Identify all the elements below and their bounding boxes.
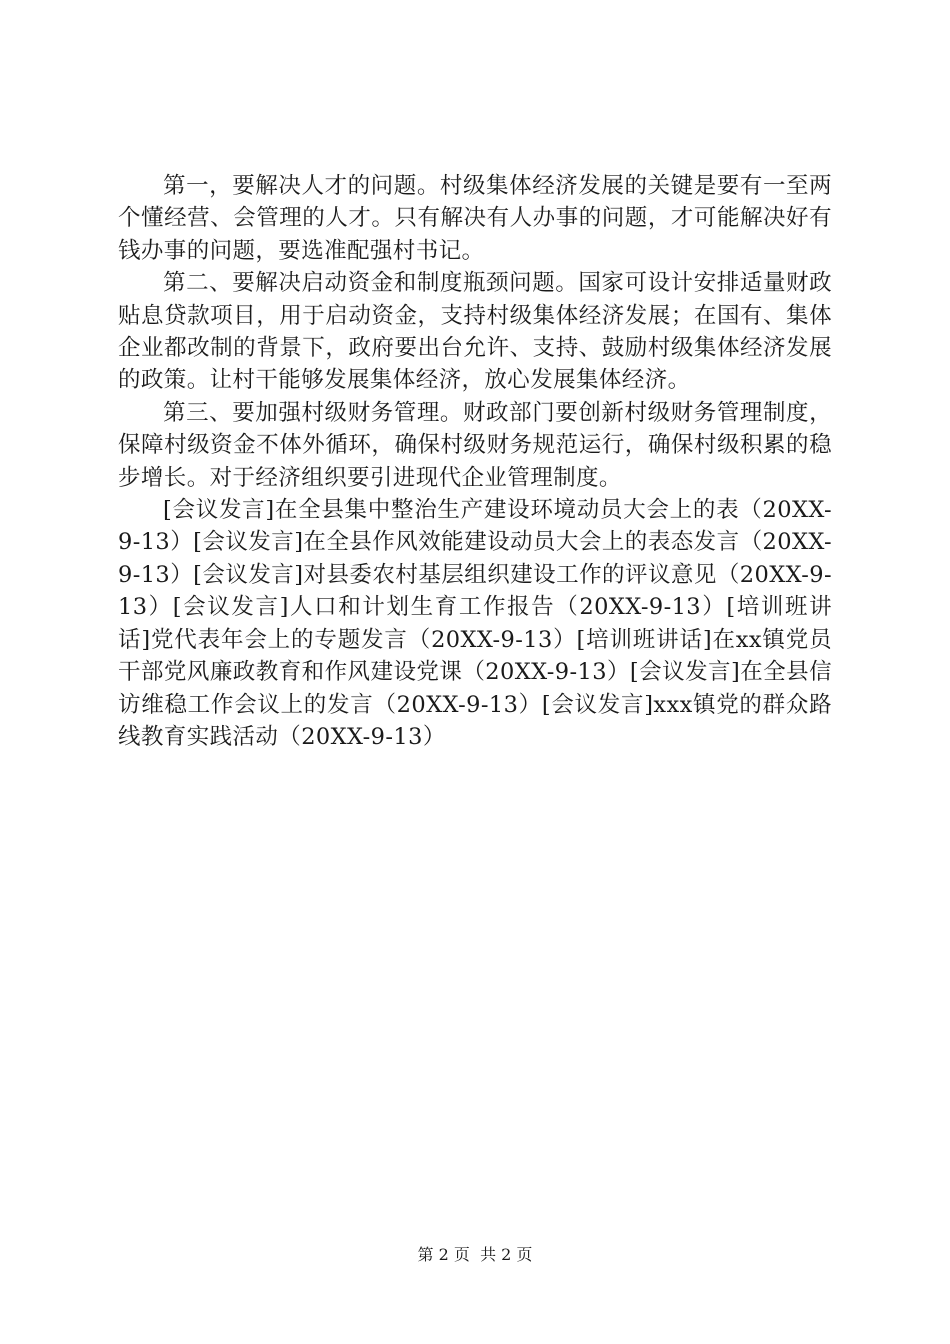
page-number-footer: 第 2 页 共 2 页 [417,1245,533,1264]
paragraph-talent: 第一，要解决人才的问题。村级集体经济发展的关键是要有一至两个懂经营、会管理的人才。只有解决有人办事的问题，才可能解决好有钱办事的问题，要选准配强村书记。 [118,173,832,264]
document-body [118,170,832,753]
paragraph-related-links: [会议发言]在全县集中整治生产建设环境动员大会上的表（20XX-9-13）[会议发言]在全县作风效能建设动员大会上的表态发言（20XX-9-13）[会议发言]对县委农村基层组织建设工作的评议意见（20XX-9-13）[会议发言]人口和计划生育工作报告（20XX-9-13）[培训班讲话]党代表年会上的专题发言（20XX-9-13）[培训班讲话]在xx镇党员干部党风廉政教育和作风建设党课（20XX-9-13）[会议发言]在全县信访维稳工作会议上的发言（20XX-9-13）[会议发言]xxx镇党的群众路线教育实践活动（20XX-9-13） [118,497,832,750]
paragraph-finance: 第三、要加强村级财务管理。财政部门要创新村级财务管理制度，保障村级资金不体外循环，确保村级财务规范运行，确保村级积累的稳步增长。对于经济组织要引进现代企业管理制度。 [118,399,832,491]
paragraph-funding: 第二、要解决启动资金和制度瓶颈问题。国家可设计安排适量财政贴息贷款项目，用于启动资金，支持村级集体经济发展；在国有、集体企业都改制的背景下，政府要出台允许、支持、鼓励村级集体经济发展的政策。让村干能够发展集体经济，放心发展集体经济。 [118,270,832,394]
